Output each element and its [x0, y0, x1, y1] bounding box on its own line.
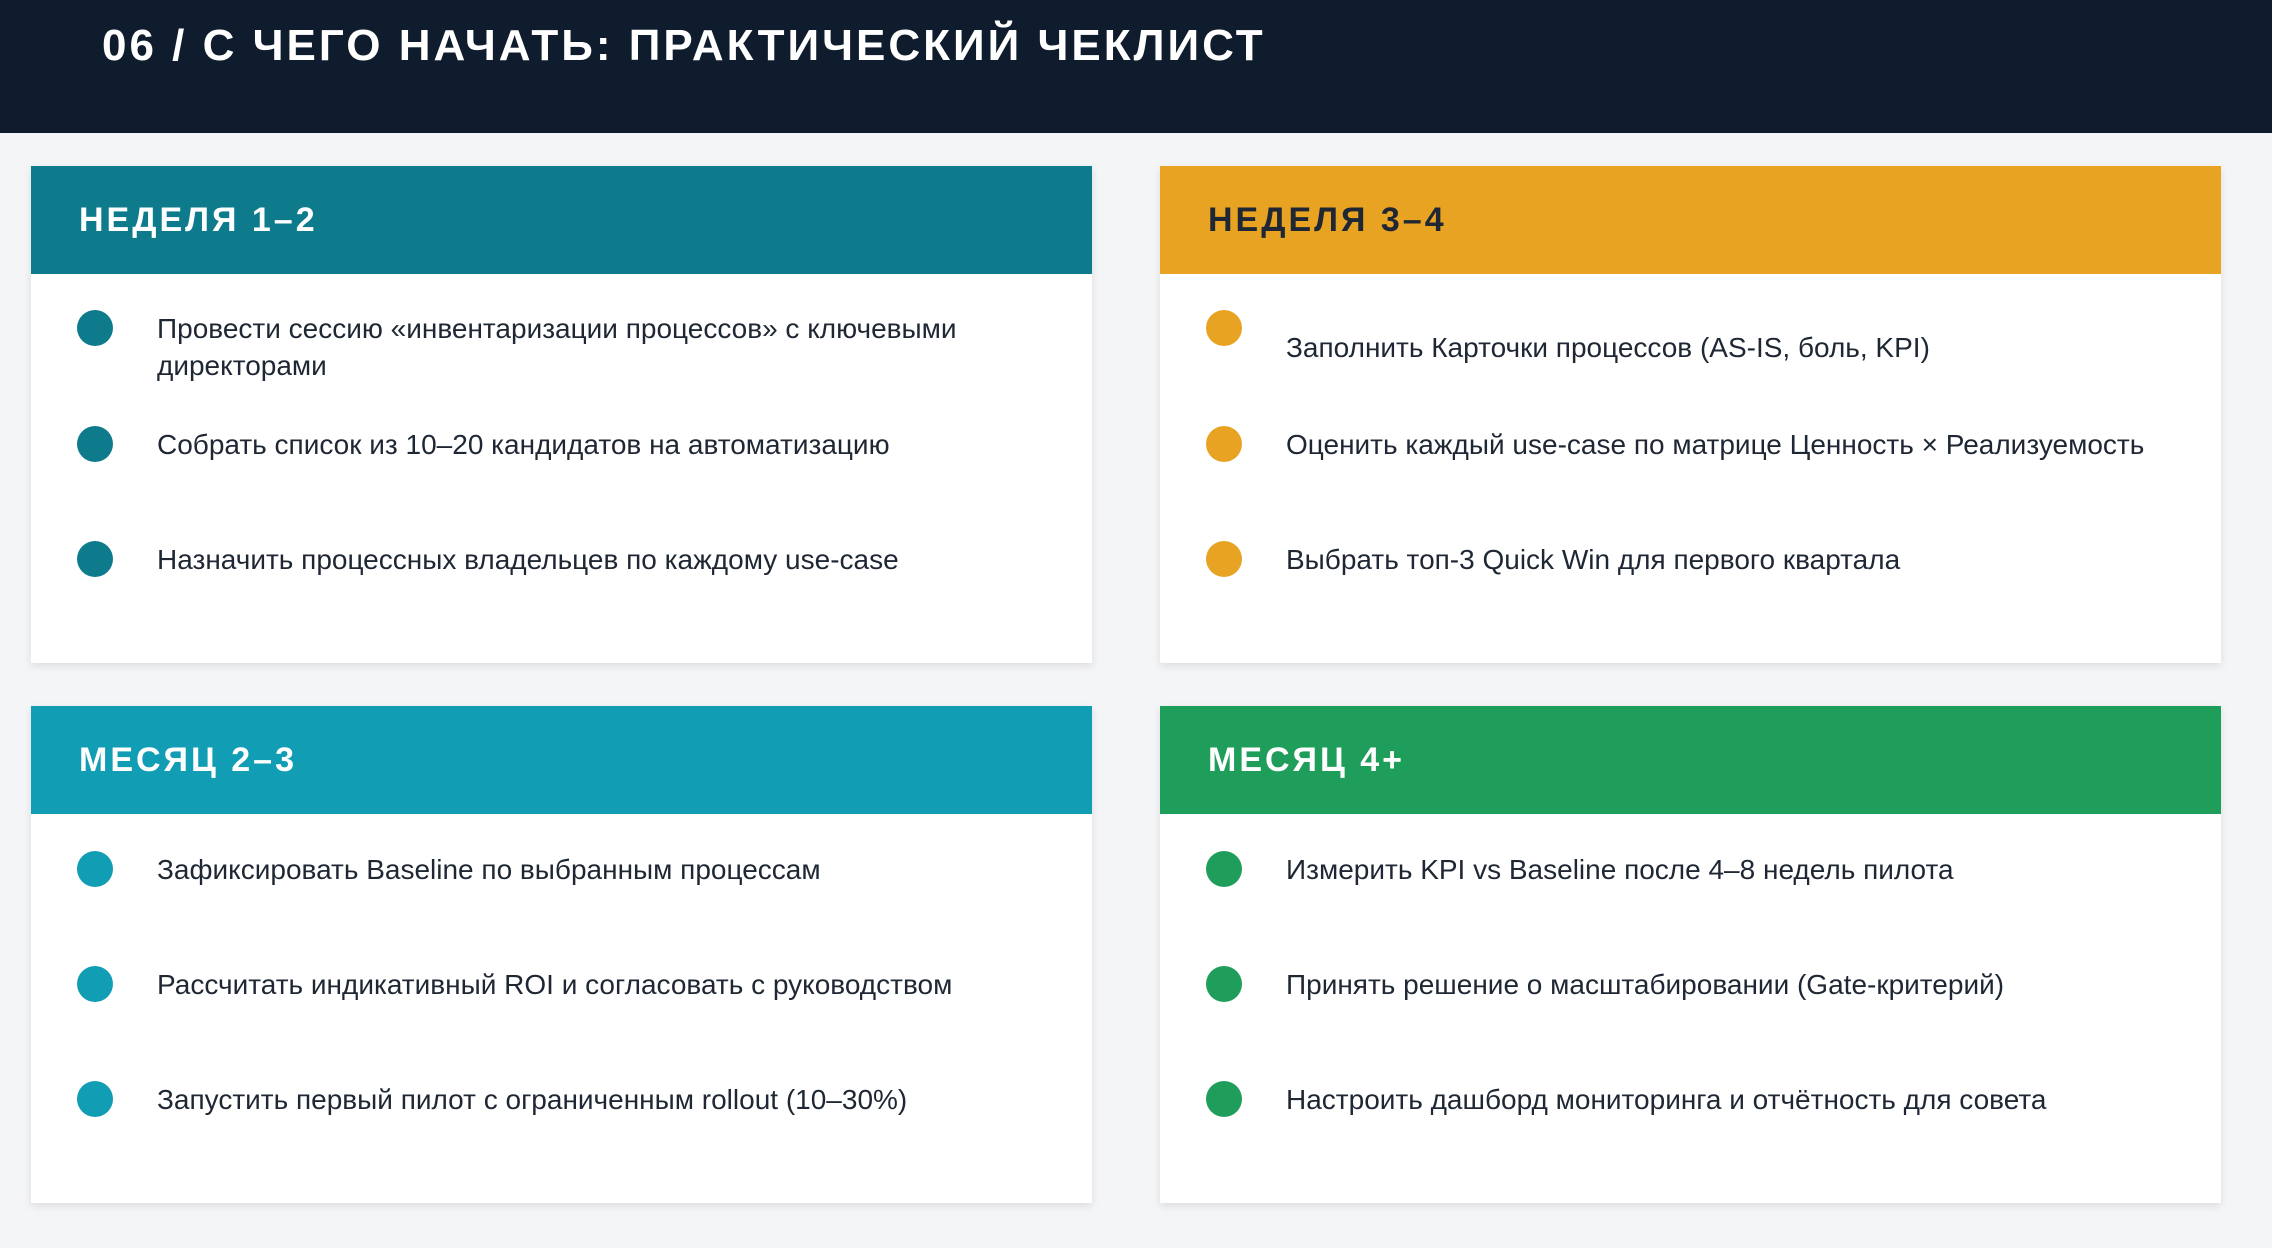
card-week-1-2 [31, 166, 1092, 663]
bullet-dot-icon [1206, 966, 1242, 1002]
card-title: МЕСЯЦ 4+ [1208, 741, 1406, 779]
checklist-item-text: Назначить процессных владельцев по каждому use-case [157, 544, 899, 575]
checklist-item-text: Рассчитать индикативный ROI и согласовать с руководством [157, 969, 953, 1000]
bullet-dot-icon [1206, 851, 1242, 887]
card-header [31, 166, 1092, 274]
bullet-dot-icon [77, 1081, 113, 1117]
bullet-dot-icon [1206, 541, 1242, 577]
card-title: МЕСЯЦ 2–3 [79, 741, 298, 779]
bullet-dot-icon [77, 541, 113, 577]
card-month-4-plus [1160, 706, 2221, 1203]
bullet-dot-icon [77, 310, 113, 346]
checklist-item-text: Выбрать топ-3 Quick Win для первого квартала [1286, 544, 1901, 575]
bullet-dot-icon [1206, 1081, 1242, 1117]
checklist-item-text: Заполнить Карточки процессов (AS-IS, боль, KPI) [1286, 332, 1930, 363]
bullet-dot-icon [77, 851, 113, 887]
checklist-item-text: Провести сессию «инвентаризации процессов» с ключевыми директорами [157, 313, 957, 381]
card-week-3-4 [1160, 166, 2221, 663]
card-header [1160, 706, 2221, 814]
title-bar [0, 0, 2272, 133]
page-title: 06 / С ЧЕГО НАЧАТЬ: ПРАКТИЧЕСКИЙ ЧЕКЛИСТ [102, 21, 1266, 70]
checklist-item-text: Принять решение о масштабировании (Gate-критерий) [1286, 969, 2005, 1000]
checklist-item-text: Оценить каждый use-case по матрице Ценность × Реализуемость [1286, 429, 2145, 460]
checklist-item-text: Настроить дашборд мониторинга и отчётность для совета [1286, 1084, 2047, 1115]
card-header [1160, 166, 2221, 274]
bullet-dot-icon [1206, 426, 1242, 462]
bullet-dot-icon [77, 966, 113, 1002]
checklist-item-text: Собрать список из 10–20 кандидатов на автоматизацию [157, 429, 890, 460]
checklist-item-text: Запустить первый пилот с ограниченным rollout (10–30%) [157, 1084, 908, 1115]
card-title: НЕДЕЛЯ 1–2 [79, 201, 318, 239]
bullet-dot-icon [77, 426, 113, 462]
checklist-item-text: Зафиксировать Baseline по выбранным процессам [157, 854, 821, 885]
checklist-item-text: Измерить KPI vs Baseline после 4–8 недель пилота [1286, 854, 1954, 885]
bullet-dot-icon [1206, 310, 1242, 346]
card-title: НЕДЕЛЯ 3–4 [1208, 201, 1447, 239]
card-header [31, 706, 1092, 814]
card-month-2-3 [31, 706, 1092, 1203]
